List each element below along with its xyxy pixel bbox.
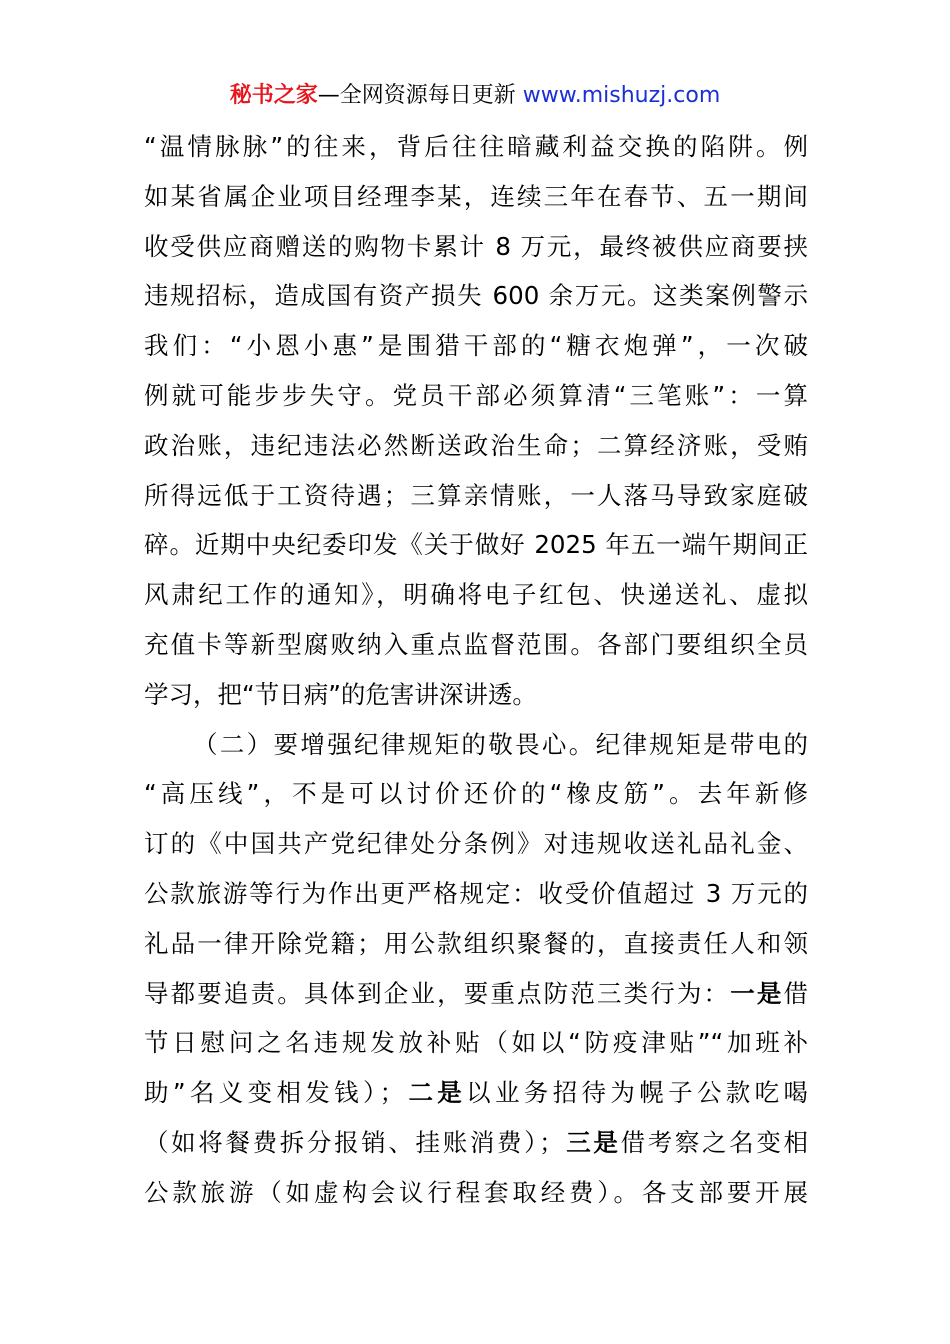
text-line: 所得远低于工资待遇；三算亲情账，一人落马导致家庭破: [144, 480, 808, 510]
header-slogan: —全网资源每日更新: [317, 83, 523, 108]
bold-marker: 一是: [730, 978, 784, 1008]
bold-marker: 三是: [563, 1127, 621, 1157]
text-segment: 借考察之名变相: [620, 1127, 808, 1157]
text-line: 碎。近期中央纪委印发《关于做好 2025 年五一端午期间正: [144, 530, 808, 560]
page-header: [0, 80, 950, 112]
text-line: “高压线”，不是可以讨价还价的“橡皮筋”。去年新修: [144, 779, 808, 809]
section-heading-line: （二）要增强纪律规矩的敬畏心。纪律规矩是带电的: [193, 729, 808, 759]
text-segment: 借: [783, 978, 808, 1008]
header-url-link[interactable]: www.mishuzj.com: [522, 83, 721, 108]
bold-marker: 二是: [404, 1078, 467, 1108]
text-line: 如某省属企业项目经理李某，连续三年在春节、五一期间: [144, 181, 808, 211]
text-line: 我们：“小恩小惠”是围猎干部的“糖衣炮弹”，一次破: [144, 331, 808, 361]
text-line: 学习，把“节日病”的危害讲深讲透。: [144, 679, 537, 709]
text-line: 风肃纪工作的通知》，明确将电子红包、快递送礼、虚拟: [144, 580, 808, 610]
text-segment: （如将餐费拆分报销、挂账消费）；: [144, 1127, 564, 1157]
text-line: “温情脉脉”的往来，背后往往暗藏利益交换的陷阱。例: [144, 132, 808, 161]
document-body: [144, 122, 808, 1218]
text-line: 订的《中国共产党纪律处分条例》对违规收送礼品礼金、: [144, 829, 808, 859]
text-segment: 导都要追责。具体到企业，要重点防范三类行为：: [144, 978, 731, 1008]
brand-name: 秘书之家: [229, 83, 318, 108]
text-line: 例就可能步步失守。党员干部必须算清“三笔账”：一算: [144, 380, 808, 410]
text-line: 充值卡等新型腐败纳入重点监督范围。各部门要组织全员: [144, 629, 808, 659]
text-line: [144, 1118, 808, 1168]
text-line: 政治账，违纪违法必然断送政治生命；二算经济账，受贿: [144, 430, 808, 460]
text-line: 收受供应商赠送的购物卡累计 8 万元，最终被供应商要挟: [144, 231, 808, 261]
text-line: 违规招标，造成国有资产损失 600 余万元。这类案例警示: [144, 281, 808, 311]
text-segment: 助”名义变相发钱）；: [144, 1078, 405, 1108]
text-line: 节日慰问之名违规发放补贴（如以“防疫津贴”“加班补: [144, 1028, 808, 1058]
text-line: 公款旅游等行为作出更严格规定：收受价值超过 3 万元的: [144, 878, 808, 908]
text-line: 礼品一律开除党籍；用公款组织聚餐的，直接责任人和领: [144, 928, 808, 958]
text-line: [144, 1068, 808, 1118]
text-line: [144, 969, 808, 1019]
text-segment: 以业务招待为幌子公款吃喝: [466, 1078, 808, 1108]
text-line: 公款旅游（如虚构会议行程套取经费）。各支部要开展: [144, 1177, 808, 1207]
